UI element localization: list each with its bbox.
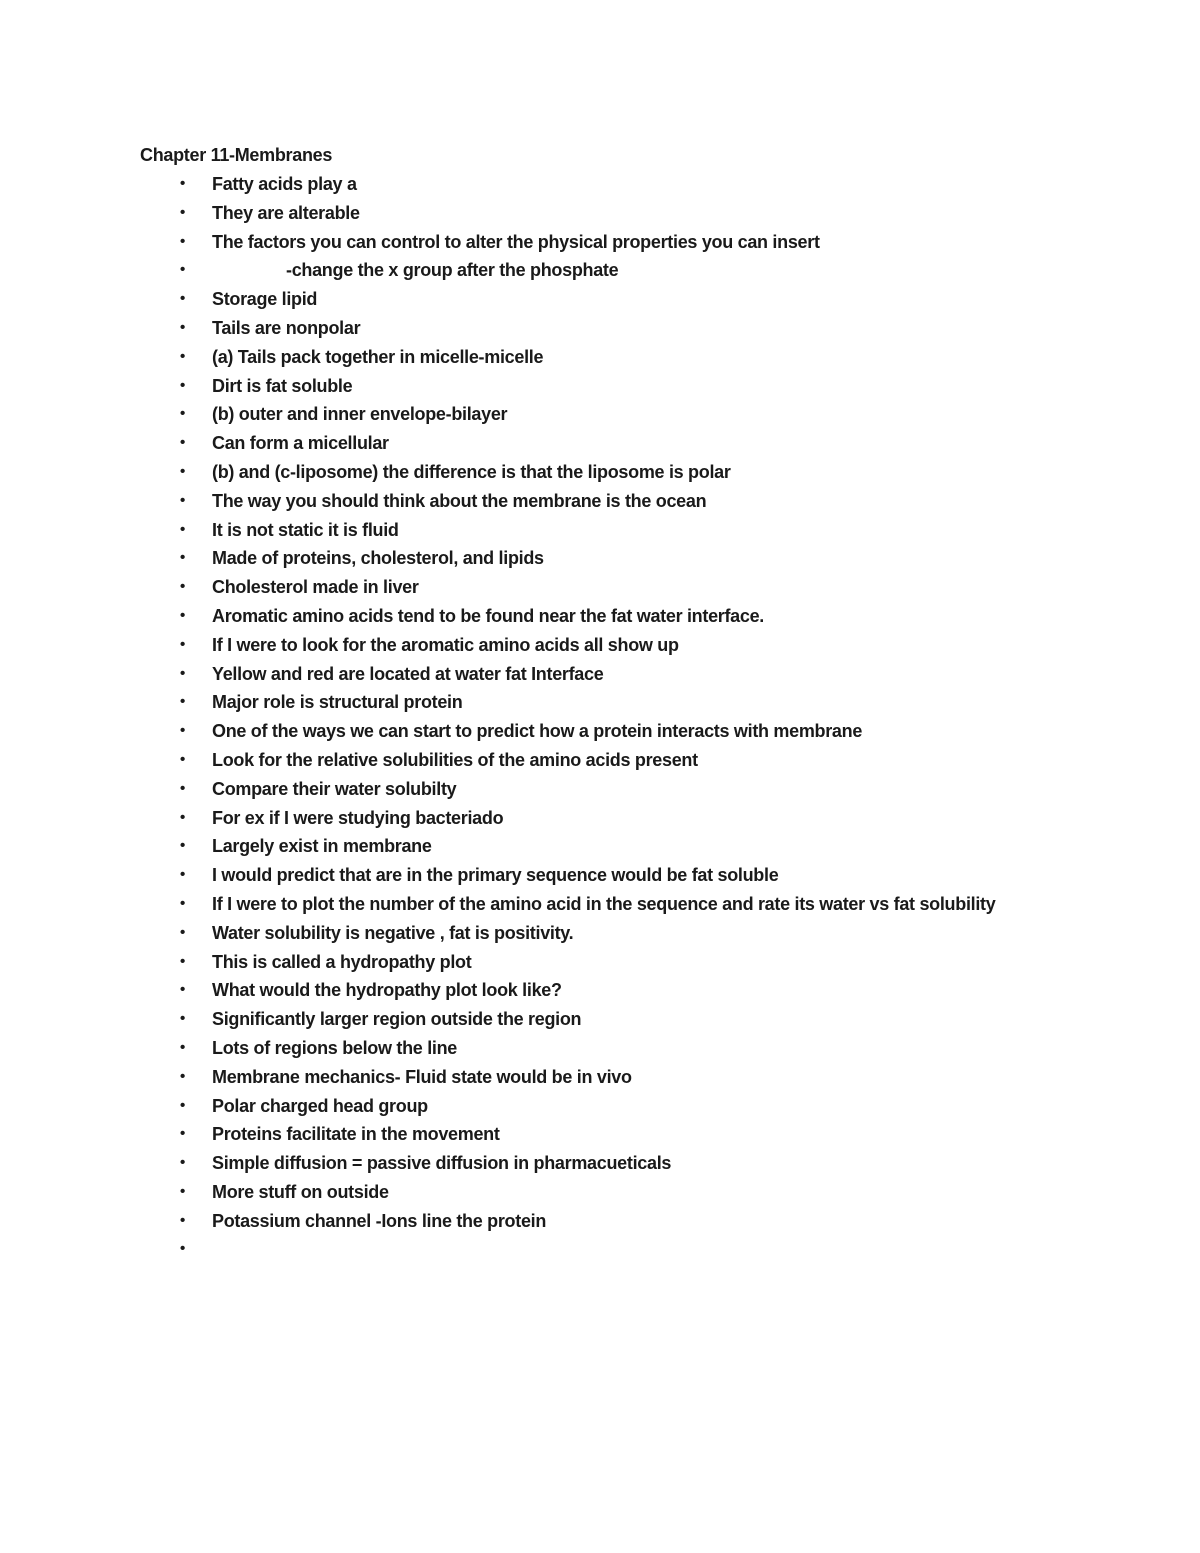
list-item-text: If I were to look for the aromatic amino acids all show up — [212, 634, 679, 655]
bullet-icon: • — [180, 1010, 185, 1028]
bullet-icon: • — [180, 952, 185, 970]
bullet-icon: • — [180, 318, 185, 336]
list-item — [180, 890, 1082, 919]
list-item-text: -change the x group after the phosphate — [286, 260, 619, 281]
list-item-text: Storage lipid — [212, 289, 318, 310]
list-item-text: Significantly larger region outside the region — [212, 1009, 582, 1030]
list-item-text: Membrane mechanics- Fluid state would be in vivo — [212, 1066, 632, 1087]
bullet-icon: • — [180, 290, 185, 308]
list-item — [180, 976, 1082, 1005]
list-item — [180, 314, 1082, 343]
list-item — [180, 1235, 1082, 1264]
list-item-text: Major role is structural protein — [212, 692, 463, 713]
list-item — [180, 602, 1082, 631]
bullet-icon: • — [180, 923, 185, 941]
bullet-icon: • — [180, 750, 185, 768]
list-item — [180, 285, 1082, 314]
list-item-text: For ex if I were studying bacteriado — [212, 807, 504, 828]
list-item — [180, 372, 1082, 401]
list-item-text: Can form a micellular — [212, 433, 389, 454]
list-item — [180, 400, 1082, 429]
bullet-icon: • — [180, 837, 185, 855]
list-item — [180, 573, 1082, 602]
list-item-text: The way you should think about the membrane is the ocean — [212, 490, 707, 511]
bullet-icon: • — [180, 981, 185, 999]
bullet-icon: • — [180, 866, 185, 884]
list-item-text: Lots of regions below the line — [212, 1037, 458, 1058]
bullet-icon: • — [180, 664, 185, 682]
list-item-text: Polar charged head group — [212, 1095, 428, 1116]
bullet-icon: • — [180, 578, 185, 596]
list-item — [180, 544, 1082, 573]
list-item-text: Largely exist in membrane — [212, 836, 432, 857]
bullet-icon: • — [180, 894, 185, 912]
list-item — [180, 256, 1082, 285]
list-item — [180, 1149, 1082, 1178]
list-item — [180, 1207, 1082, 1236]
bullet-icon: • — [180, 520, 185, 538]
list-item — [180, 1092, 1082, 1121]
bullet-icon: • — [180, 376, 185, 394]
list-item — [180, 775, 1082, 804]
list-item — [180, 343, 1082, 372]
list-item-text: What would the hydropathy plot look like? — [212, 980, 562, 1001]
list-item — [180, 1005, 1082, 1034]
list-item — [180, 631, 1082, 660]
list-item-text: (b) and (c-liposome) the difference is that the liposome is polar — [212, 461, 731, 482]
list-item — [180, 688, 1082, 717]
list-item — [180, 1178, 1082, 1207]
bullet-icon: • — [180, 722, 185, 740]
list-item-text: One of the ways we can start to predict how a protein interacts with membrane — [212, 721, 863, 742]
list-item — [180, 861, 1082, 890]
bullet-icon: • — [180, 347, 185, 365]
bullet-icon: • — [180, 635, 185, 653]
list-item — [180, 832, 1082, 861]
list-item-text: The factors you can control to alter the physical properties you can insert — [212, 231, 820, 252]
bullet-icon: • — [180, 1038, 185, 1056]
list-item — [180, 170, 1082, 199]
page-title: Chapter 11-Membranes — [140, 145, 333, 165]
list-item — [180, 429, 1082, 458]
list-item-text: Cholesterol made in liver — [212, 577, 419, 598]
list-item — [180, 199, 1082, 228]
list-item-text: If I were to plot the number of the amino acid in the sequence and rate its water vs fat solubility — [212, 893, 996, 914]
list-item-text: They are alterable — [212, 202, 360, 223]
bullet-icon: • — [180, 405, 185, 423]
bullet-icon: • — [180, 1154, 185, 1172]
list-item — [180, 1034, 1082, 1063]
bullet-icon: • — [180, 549, 185, 567]
bullet-icon: • — [180, 1182, 185, 1200]
list-item — [180, 1120, 1082, 1149]
list-item-text: (a) Tails pack together in micelle-micelle — [212, 346, 544, 367]
list-item-text: It is not static it is fluid — [212, 519, 399, 540]
bullet-icon: • — [180, 1125, 185, 1143]
list-item-text: Made of proteins, cholesterol, and lipids — [212, 548, 544, 569]
list-item — [180, 228, 1082, 257]
list-item-text: Aromatic amino acids tend to be found near the fat water interface. — [212, 605, 765, 626]
list-item-text: I would predict that are in the primary sequence would be fat soluble — [212, 865, 779, 886]
list-item-text: Compare their water solubilty — [212, 778, 457, 799]
bullet-icon: • — [180, 175, 185, 192]
list-item — [180, 746, 1082, 775]
bullet-icon: • — [180, 1067, 185, 1085]
list-item-text: Proteins facilitate in the movement — [212, 1124, 500, 1145]
list-item — [180, 516, 1082, 545]
list-item-text: More stuff on outside — [212, 1181, 389, 1202]
bullet-icon: • — [180, 232, 185, 250]
list-item-text: Simple diffusion = passive diffusion in pharmacueticals — [212, 1153, 672, 1174]
list-item-text: This is called a hydropathy plot — [212, 951, 472, 972]
notes-list — [140, 170, 1082, 1264]
bullet-icon: • — [180, 808, 185, 826]
bullet-icon: • — [180, 606, 185, 624]
list-item-text: Look for the relative solubilities of the amino acids present — [212, 749, 698, 770]
list-item-text: Dirt is fat soluble — [212, 375, 353, 396]
list-item — [180, 717, 1082, 746]
bullet-icon: • — [180, 779, 185, 797]
list-item — [180, 804, 1082, 833]
bullet-icon: • — [180, 462, 185, 480]
bullet-icon: • — [180, 434, 185, 452]
list-item-text: Fatty acids play a — [212, 174, 357, 194]
bullet-icon: • — [180, 1096, 185, 1114]
bullet-icon: • — [180, 693, 185, 711]
bullet-icon: • — [180, 1211, 185, 1229]
list-item-text: Water solubility is negative , fat is positivity. — [212, 922, 574, 943]
list-item-text: Potassium channel -Ions line the protein — [212, 1210, 547, 1231]
list-item-text: (b) outer and inner envelope-bilayer — [212, 404, 508, 425]
list-item-text: Tails are nonpolar — [212, 317, 361, 338]
list-item — [180, 458, 1082, 487]
list-item — [180, 660, 1082, 689]
bullet-icon: • — [180, 1240, 185, 1258]
bullet-icon: • — [180, 261, 185, 279]
bullet-icon: • — [180, 203, 185, 221]
bullet-icon: • — [180, 491, 185, 509]
list-item — [180, 487, 1082, 516]
list-item — [180, 919, 1082, 948]
list-item-text: Yellow and red are located at water fat Interface — [212, 663, 604, 684]
list-item — [180, 1063, 1082, 1092]
list-item — [180, 948, 1082, 977]
